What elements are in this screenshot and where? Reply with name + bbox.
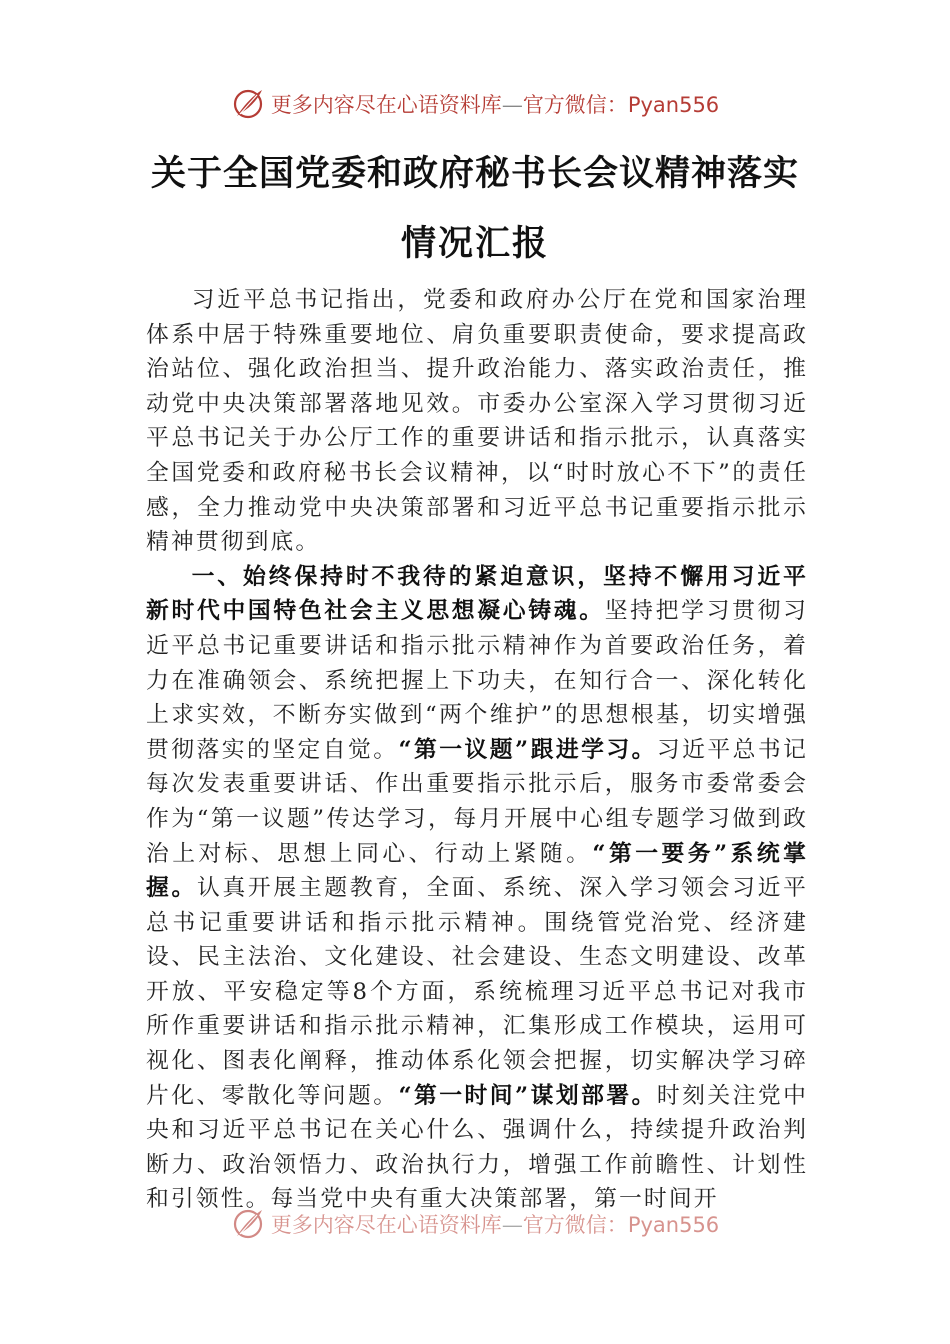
subheading-first-time: “第一时间”谋划部署。	[398, 1082, 657, 1109]
watermark-brand: 更多内容尽在心语资料库	[270, 93, 502, 117]
watermark-text	[271, 89, 719, 119]
quill-pen-logo-icon	[231, 87, 265, 121]
section-one-heading: 一、始终保持时不我待的紧迫意识，坚持不懈用习近平新时代中国特色社会主义思想凝心铸魂。	[146, 563, 808, 625]
section-one-text-1: 坚持把学习贯彻习近平总书记重要讲话和指示批示精神作为首要政治任务，着力在准确领会、系统把握上下功夫，在知行合一、深化转化上求实效，不断夯实做到“两个维护”的思想根基，切实增强贯彻落实的坚定自觉。	[146, 598, 808, 763]
header-watermark	[0, 84, 950, 124]
section-one-text-2: 习近平总书记每次发表重要讲话、作出重要指示批示后，服务市委常委会作为“第一议题”传达学习，每月开展中心组专题学习做到政治上对标、思想上同心、行动上紧随。	[146, 736, 808, 867]
document-title-line-1: 关于全国党委和政府秘书长会议精神落实	[150, 153, 799, 194]
watermark-separator: —	[501, 93, 523, 117]
watermark-brand: 更多内容尽在心语资料库	[270, 1213, 502, 1237]
section-one-text-4: 时刻关注党中央和习近平总书记在关心什么、强调什么，持续提升政治判断力、政治领悟力、政治执行力，增强工作前瞻性、计划性和引领性。每当党中央有重大决策部署，第一时间开	[146, 1082, 808, 1213]
watermark-wechat-id: Pyan556	[627, 1213, 720, 1237]
watermark-text	[271, 1209, 719, 1239]
watermark-wechat-label: 官方微信：	[522, 1213, 628, 1237]
subheading-first-agenda: “第一议题”跟进学习。	[398, 736, 657, 763]
section-one-text-3: 认真开展主题教育，全面、系统、深入学习领会习近平总书记重要讲话和指示批示精神。围绕管党治党、经济建设、民主法治、文化建设、社会建设、生态文明建设、改革开放、平安稳定等8个方面，系统梳理习近平总书记对我市所作重要讲话和指示批示精神，汇集形成工作模块，运用可视化、图表化阐释，推动体系化领会把握，切实解决学习碎片化、零散化等问题。	[146, 875, 808, 1109]
quill-pen-logo-icon	[231, 1207, 265, 1241]
watermark-wechat-label: 官方微信：	[522, 93, 628, 117]
section-one-paragraph	[146, 560, 808, 1217]
watermark-wechat-id: Pyan556	[627, 93, 720, 117]
intro-paragraph: 习近平总书记指出，党委和政府办公厅在党和国家治理体系中居于特殊重要地位、肩负重要职责使命，要求提高政治站位、强化政治担当、提升政治能力、落实政治责任，推动党中央决策部署落地见效。市委办公室深入学习贯彻习近平总书记关于办公厅工作的重要讲话和指示批示，认真落实全国党委和政府秘书长会议精神，以“时时放心不下”的责任感，全力推动党中央决策部署和习近平总书记重要指示批示精神贯彻到底。	[146, 287, 808, 556]
subheading-first-priority: “第一要务”系统掌握。	[146, 840, 808, 902]
document-title-line-2: 情况汇报	[400, 223, 549, 264]
document-body	[146, 283, 808, 1217]
footer-watermark	[0, 1204, 950, 1244]
watermark-separator: —	[501, 1213, 523, 1237]
